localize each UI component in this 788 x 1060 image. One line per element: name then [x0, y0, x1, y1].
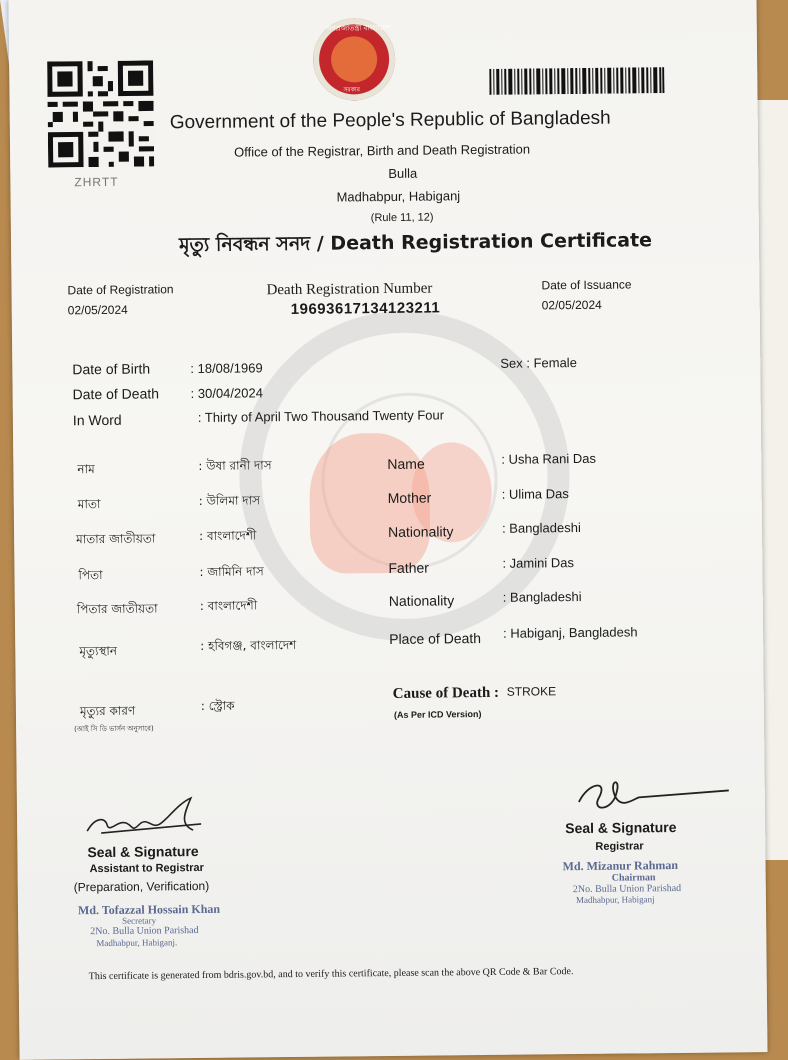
- place-of-death-value: : Habiganj, Bangladesh: [503, 624, 638, 641]
- bn-father-nationality-value: : বাংলাদেশী: [199, 598, 258, 613]
- left-stamp-title: Secretary: [122, 915, 157, 926]
- government-heading: Government of the People's Republic of Bangladesh: [169, 107, 611, 134]
- bn-name-value: : উষা রানী দাস: [198, 458, 272, 473]
- qr-code-icon: [47, 60, 154, 167]
- right-role: Registrar: [595, 840, 644, 853]
- bn-mother-nationality-value: : বাংলাদেশী: [199, 528, 257, 543]
- left-stamp-place: Madhabpur, Habiganj.: [96, 937, 178, 949]
- father-nationality-value: : Bangladeshi: [502, 588, 582, 605]
- assistant-signature-icon: [81, 794, 212, 845]
- mother-nationality-value: : Bangladeshi: [501, 519, 581, 536]
- government-emblem-icon: [313, 18, 396, 101]
- bn-cause-value: : স্ট্রোক: [200, 698, 235, 713]
- place-of-death-label: Place of Death: [389, 630, 482, 647]
- date-of-registration-value: 02/05/2024: [67, 302, 128, 318]
- union-name: Bulla: [388, 165, 418, 181]
- bn-place-value: : হবিগঞ্জ, বাংলাদেশ: [200, 637, 297, 653]
- bn-cause-note: (আই সি ডি ভার্সন অনুসারে): [74, 724, 154, 734]
- mother-nationality-label: Nationality: [387, 523, 454, 540]
- bn-name-label: নাম: [77, 462, 95, 477]
- qr-caption: ZHRTT: [74, 174, 119, 190]
- name-value: : Usha Rani Das: [501, 450, 597, 467]
- registration-number-label: Death Registration Number: [266, 280, 433, 299]
- left-role: Assistant to Registrar: [89, 861, 204, 876]
- registrar-signature-icon: [569, 770, 740, 822]
- left-stamp-office: 2No. Bulla Union Parishad: [90, 925, 199, 938]
- date-of-issuance-value: 02/05/2024: [541, 297, 602, 313]
- dod-value: : 30/04/2024: [190, 385, 263, 402]
- right-seal-label: Seal & Signature: [565, 818, 677, 837]
- bn-father-value: : জামিনি দাস: [199, 564, 264, 579]
- office-heading: Office of the Registrar, Birth and Death Registration: [233, 141, 531, 160]
- bn-father-nationality-label: পিতার জাতীয়তা: [76, 601, 158, 617]
- sex-value: Sex : Female: [500, 355, 577, 371]
- dob-value: : 18/08/1969: [190, 360, 263, 377]
- name-label: Name: [387, 455, 425, 473]
- date-of-issuance-label: Date of Issuance: [541, 277, 632, 293]
- date-of-registration-label: Date of Registration: [67, 282, 174, 298]
- left-role-note: (Preparation, Verification): [73, 878, 210, 895]
- father-value: : Jamini Das: [502, 555, 575, 571]
- emblem-bottom-text: সরকার: [343, 86, 360, 94]
- bn-cause-label: মৃত্যুর কারণ: [79, 703, 136, 719]
- death-certificate: [8, 0, 767, 1060]
- dob-label: Date of Birth: [72, 360, 151, 378]
- icd-note: (As Per ICD Version): [393, 709, 482, 720]
- right-stamp-place: Madhabpur, Habiganj: [575, 894, 655, 906]
- registration-number-value: 19693617134123211: [290, 299, 441, 319]
- father-label: Father: [388, 559, 429, 576]
- rule-reference: (Rule 11, 12): [370, 211, 434, 225]
- district-name: Madhabpur, Habiganj: [336, 188, 461, 205]
- emblem-top-text: গণপ্রজাতন্ত্রী বাংলাদেশ: [326, 23, 391, 33]
- right-stamp-office: 2No. Bulla Union Parishad: [572, 882, 682, 896]
- left-stamp-name: Md. Tofazzal Hossain Khan: [77, 901, 221, 918]
- cause-of-death-value: STROKE: [506, 684, 557, 699]
- left-seal-label: Seal & Signature: [87, 843, 199, 861]
- right-stamp-title: Chairman: [611, 872, 656, 884]
- in-word-label: In Word: [72, 411, 122, 429]
- right-stamp-name: Md. Mizanur Rahman: [562, 857, 679, 874]
- cause-of-death-label: Cause of Death :: [392, 684, 500, 702]
- mother-value: : Ulima Das: [501, 486, 569, 502]
- dod-label: Date of Death: [72, 385, 160, 403]
- certificate-title: মৃত্যু নিবন্ধন সনদ / Death Registration Certificate: [178, 229, 653, 257]
- father-nationality-label: Nationality: [388, 592, 455, 609]
- bn-place-label: মৃত্যুস্থান: [79, 643, 118, 659]
- bn-father-label: পিতা: [78, 567, 103, 583]
- in-word-value: : Thirty of April Two Thousand Twenty Four: [197, 407, 445, 425]
- bn-mother-nationality-label: মাতার জাতীয়তা: [76, 531, 156, 547]
- bn-mother-label: মাতা: [77, 497, 101, 512]
- barcode-icon: [489, 67, 664, 95]
- footer-note: This certificate is generated from bdris.gov.bd, and to verify this certificate, please scan the above QR Code & Bar Code.: [88, 966, 574, 983]
- bn-mother-value: : উলিমা দাস: [198, 493, 261, 508]
- mother-label: Mother: [387, 489, 432, 507]
